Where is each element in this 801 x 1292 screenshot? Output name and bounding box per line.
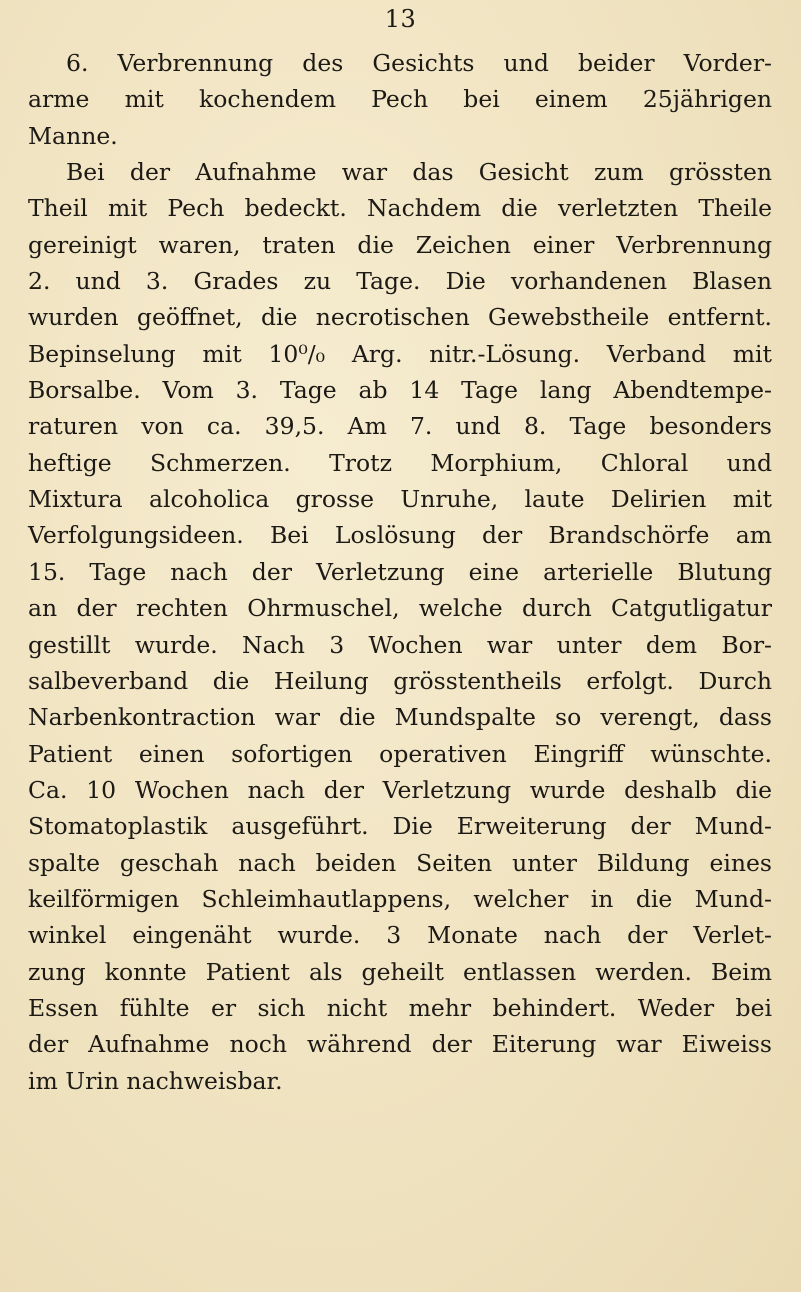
text-line: 6. Verbrennung des Gesichts und beider Vorder-: [66, 49, 772, 77]
text-line: raturen von ca. 39,5. Am 7. und 8. Tage besonders: [28, 412, 772, 441]
text-line: Verfolgungsideen. Bei Loslösung der Brandschörfe am: [28, 521, 772, 550]
text-line: Patient einen sofortigen operativen Eingriff wünschte.: [28, 739, 772, 768]
text-line: Theil mit Pech bedeckt. Nachdem die verletzten Theile: [28, 194, 772, 223]
text-line: im Urin nachweisbar.: [28, 1066, 283, 1095]
text-line: Bei der Aufnahme war das Gesicht zum grössten: [66, 158, 772, 187]
text-line: wurden geöffnet, die necrotischen Gewebstheile entfernt.: [28, 303, 772, 332]
text-line: an der rechten Ohrmuschel, welche durch Catgutligatur: [28, 594, 772, 623]
text-line: Narbenkontraction war die Mundspalte so verengt, dass: [28, 703, 772, 732]
text-line: keilförmigen Schleimhautlappens, welcher in die Mund-: [28, 884, 772, 913]
text-line: der Aufnahme noch während der Eiterung war Eiweiss: [28, 1030, 772, 1059]
case-body-paragraph: [28, 154, 772, 1099]
text-line: Mixtura alcoholica grosse Unruhe, laute Delirien mit: [28, 485, 772, 514]
text-line: 2. und 3. Grades zu Tage. Die vorhandenen Blasen: [28, 267, 772, 296]
text-line: gereinigt waren, traten die Zeichen einer Verbrennung: [28, 230, 772, 259]
text-line: Stomatoplastik ausgeführt. Die Erweiterung der Mund-: [28, 812, 772, 841]
case-heading-paragraph: [28, 45, 772, 154]
text-line: Ca. 10 Wochen nach der Verletzung wurde deshalb die: [28, 775, 772, 804]
text-line: heftige Schmerzen. Trotz Morphium, Chloral und: [28, 448, 772, 477]
text-line: 15. Tage nach der Verletzung eine arterielle Blutung: [28, 557, 772, 586]
text-line: salbeverband die Heilung grösstentheils erfolgt. Durch: [28, 666, 772, 695]
text-line: arme mit kochendem Pech bei einem 25jährigen: [28, 85, 772, 114]
text-line: Borsalbe. Vom 3. Tage ab 14 Tage lang Abendtempe-: [28, 376, 772, 405]
text-line: Bepinselung mit 10⁰/₀ Arg. nitr.-Lösung. Verband mit: [28, 339, 772, 368]
text-line: Manne.: [28, 121, 118, 150]
text-line: zung konnte Patient als geheilt entlassen werden. Beim: [28, 957, 772, 986]
text-line: winkel eingenäht wurde. 3 Monate nach der Verlet-: [28, 921, 772, 950]
page-number: 13: [384, 5, 417, 33]
text-block: [28, 45, 772, 1099]
text-line: Essen fühlte er sich nicht mehr behindert. Weder bei: [28, 993, 772, 1022]
text-line: spalte geschah nach beiden Seiten unter Bildung eines: [28, 848, 772, 877]
text-line: gestillt wurde. Nach 3 Wochen war unter dem Bor-: [28, 630, 772, 659]
